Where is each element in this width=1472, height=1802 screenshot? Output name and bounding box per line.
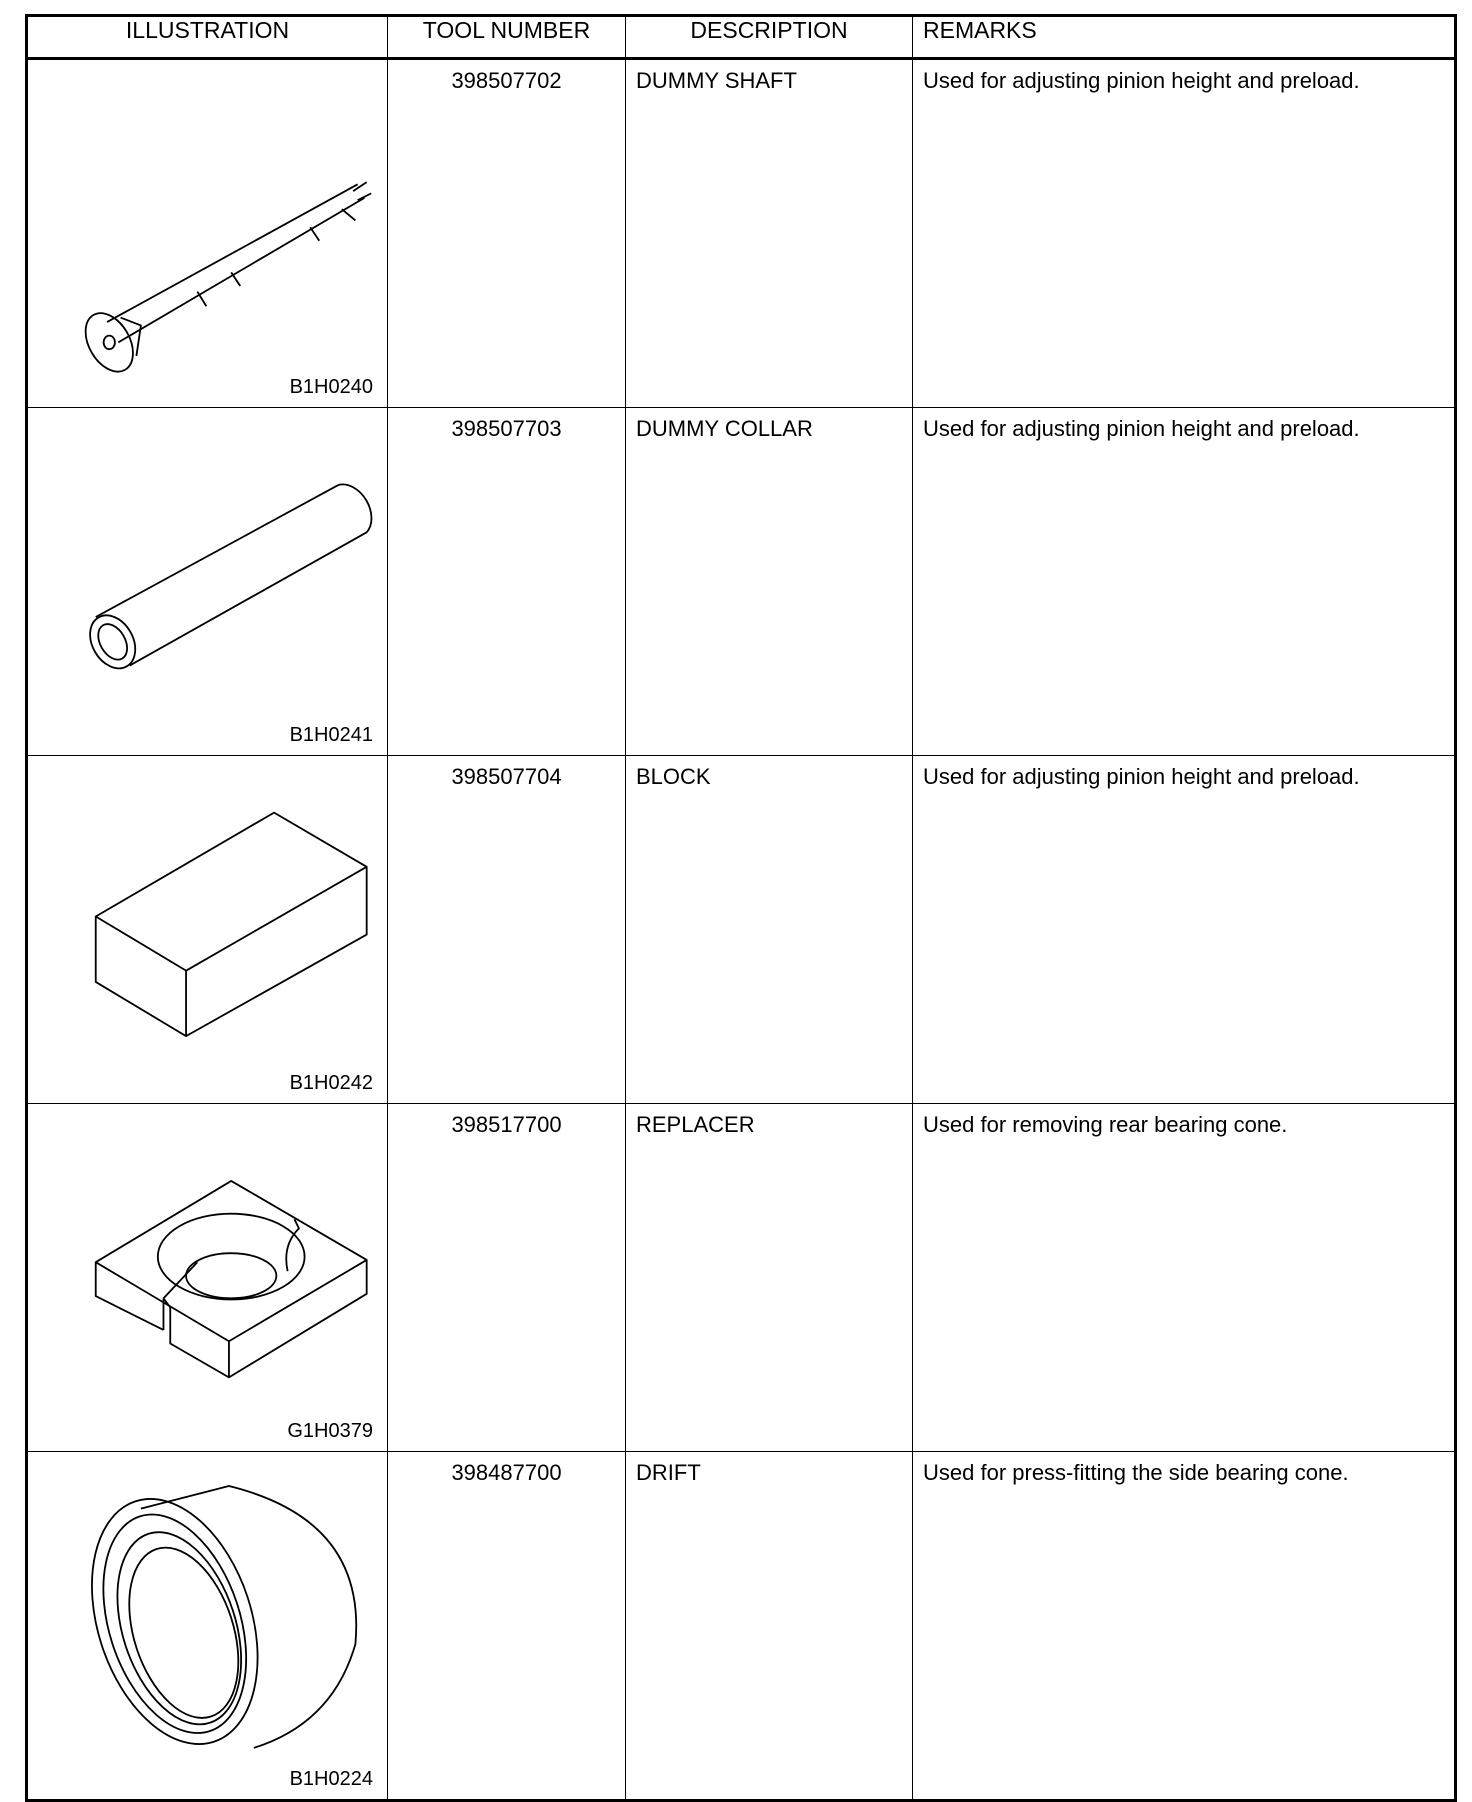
illustration-code: B1H0240 [289, 376, 373, 398]
illustration-code: B1H0242 [289, 1072, 373, 1094]
tool-remarks: Used for adjusting pinion height and preload. [913, 756, 1456, 1104]
tool-remarks: Used for press-fitting the side bearing cone. [913, 1452, 1456, 1801]
header-illustration: ILLUSTRATION [27, 16, 388, 59]
illustration-code: B1H0224 [289, 1768, 373, 1790]
illustration-cell [27, 408, 388, 756]
header-tool-number: TOOL NUMBER [388, 16, 626, 59]
illustration-cell [27, 1104, 388, 1452]
table-row [27, 756, 1456, 1104]
tool-number: 398487700 [388, 1452, 626, 1801]
illustration-cell [27, 1452, 388, 1801]
tool-description: BLOCK [626, 756, 913, 1104]
tool-remarks: Used for removing rear bearing cone. [913, 1104, 1456, 1452]
replacer-illustration [28, 1104, 387, 1443]
special-tools-table [25, 14, 1457, 1802]
tool-number: 398507703 [388, 408, 626, 756]
header-description: DESCRIPTION [626, 16, 913, 59]
table-row [27, 59, 1456, 408]
tool-description: DUMMY SHAFT [626, 59, 913, 408]
tool-description: DRIFT [626, 1452, 913, 1801]
illustration-code: G1H0379 [287, 1420, 373, 1442]
illustration-cell [27, 59, 388, 408]
tool-description: DUMMY COLLAR [626, 408, 913, 756]
tool-remarks: Used for adjusting pinion height and preload. [913, 408, 1456, 756]
illustration-code: B1H0241 [289, 724, 373, 746]
table-row [27, 1452, 1456, 1801]
table-row [27, 1104, 1456, 1452]
table-header-row [27, 16, 1456, 59]
drift-illustration [28, 1452, 387, 1791]
tool-number: 398517700 [388, 1104, 626, 1452]
tool-number: 398507702 [388, 59, 626, 408]
dummy-collar-illustration [28, 408, 387, 747]
header-remarks: REMARKS [913, 16, 1456, 59]
tool-remarks: Used for adjusting pinion height and preload. [913, 59, 1456, 408]
table-row [27, 408, 1456, 756]
dummy-shaft-illustration [28, 60, 387, 399]
tool-number: 398507704 [388, 756, 626, 1104]
block-illustration [28, 756, 387, 1095]
illustration-cell [27, 756, 388, 1104]
tool-description: REPLACER [626, 1104, 913, 1452]
